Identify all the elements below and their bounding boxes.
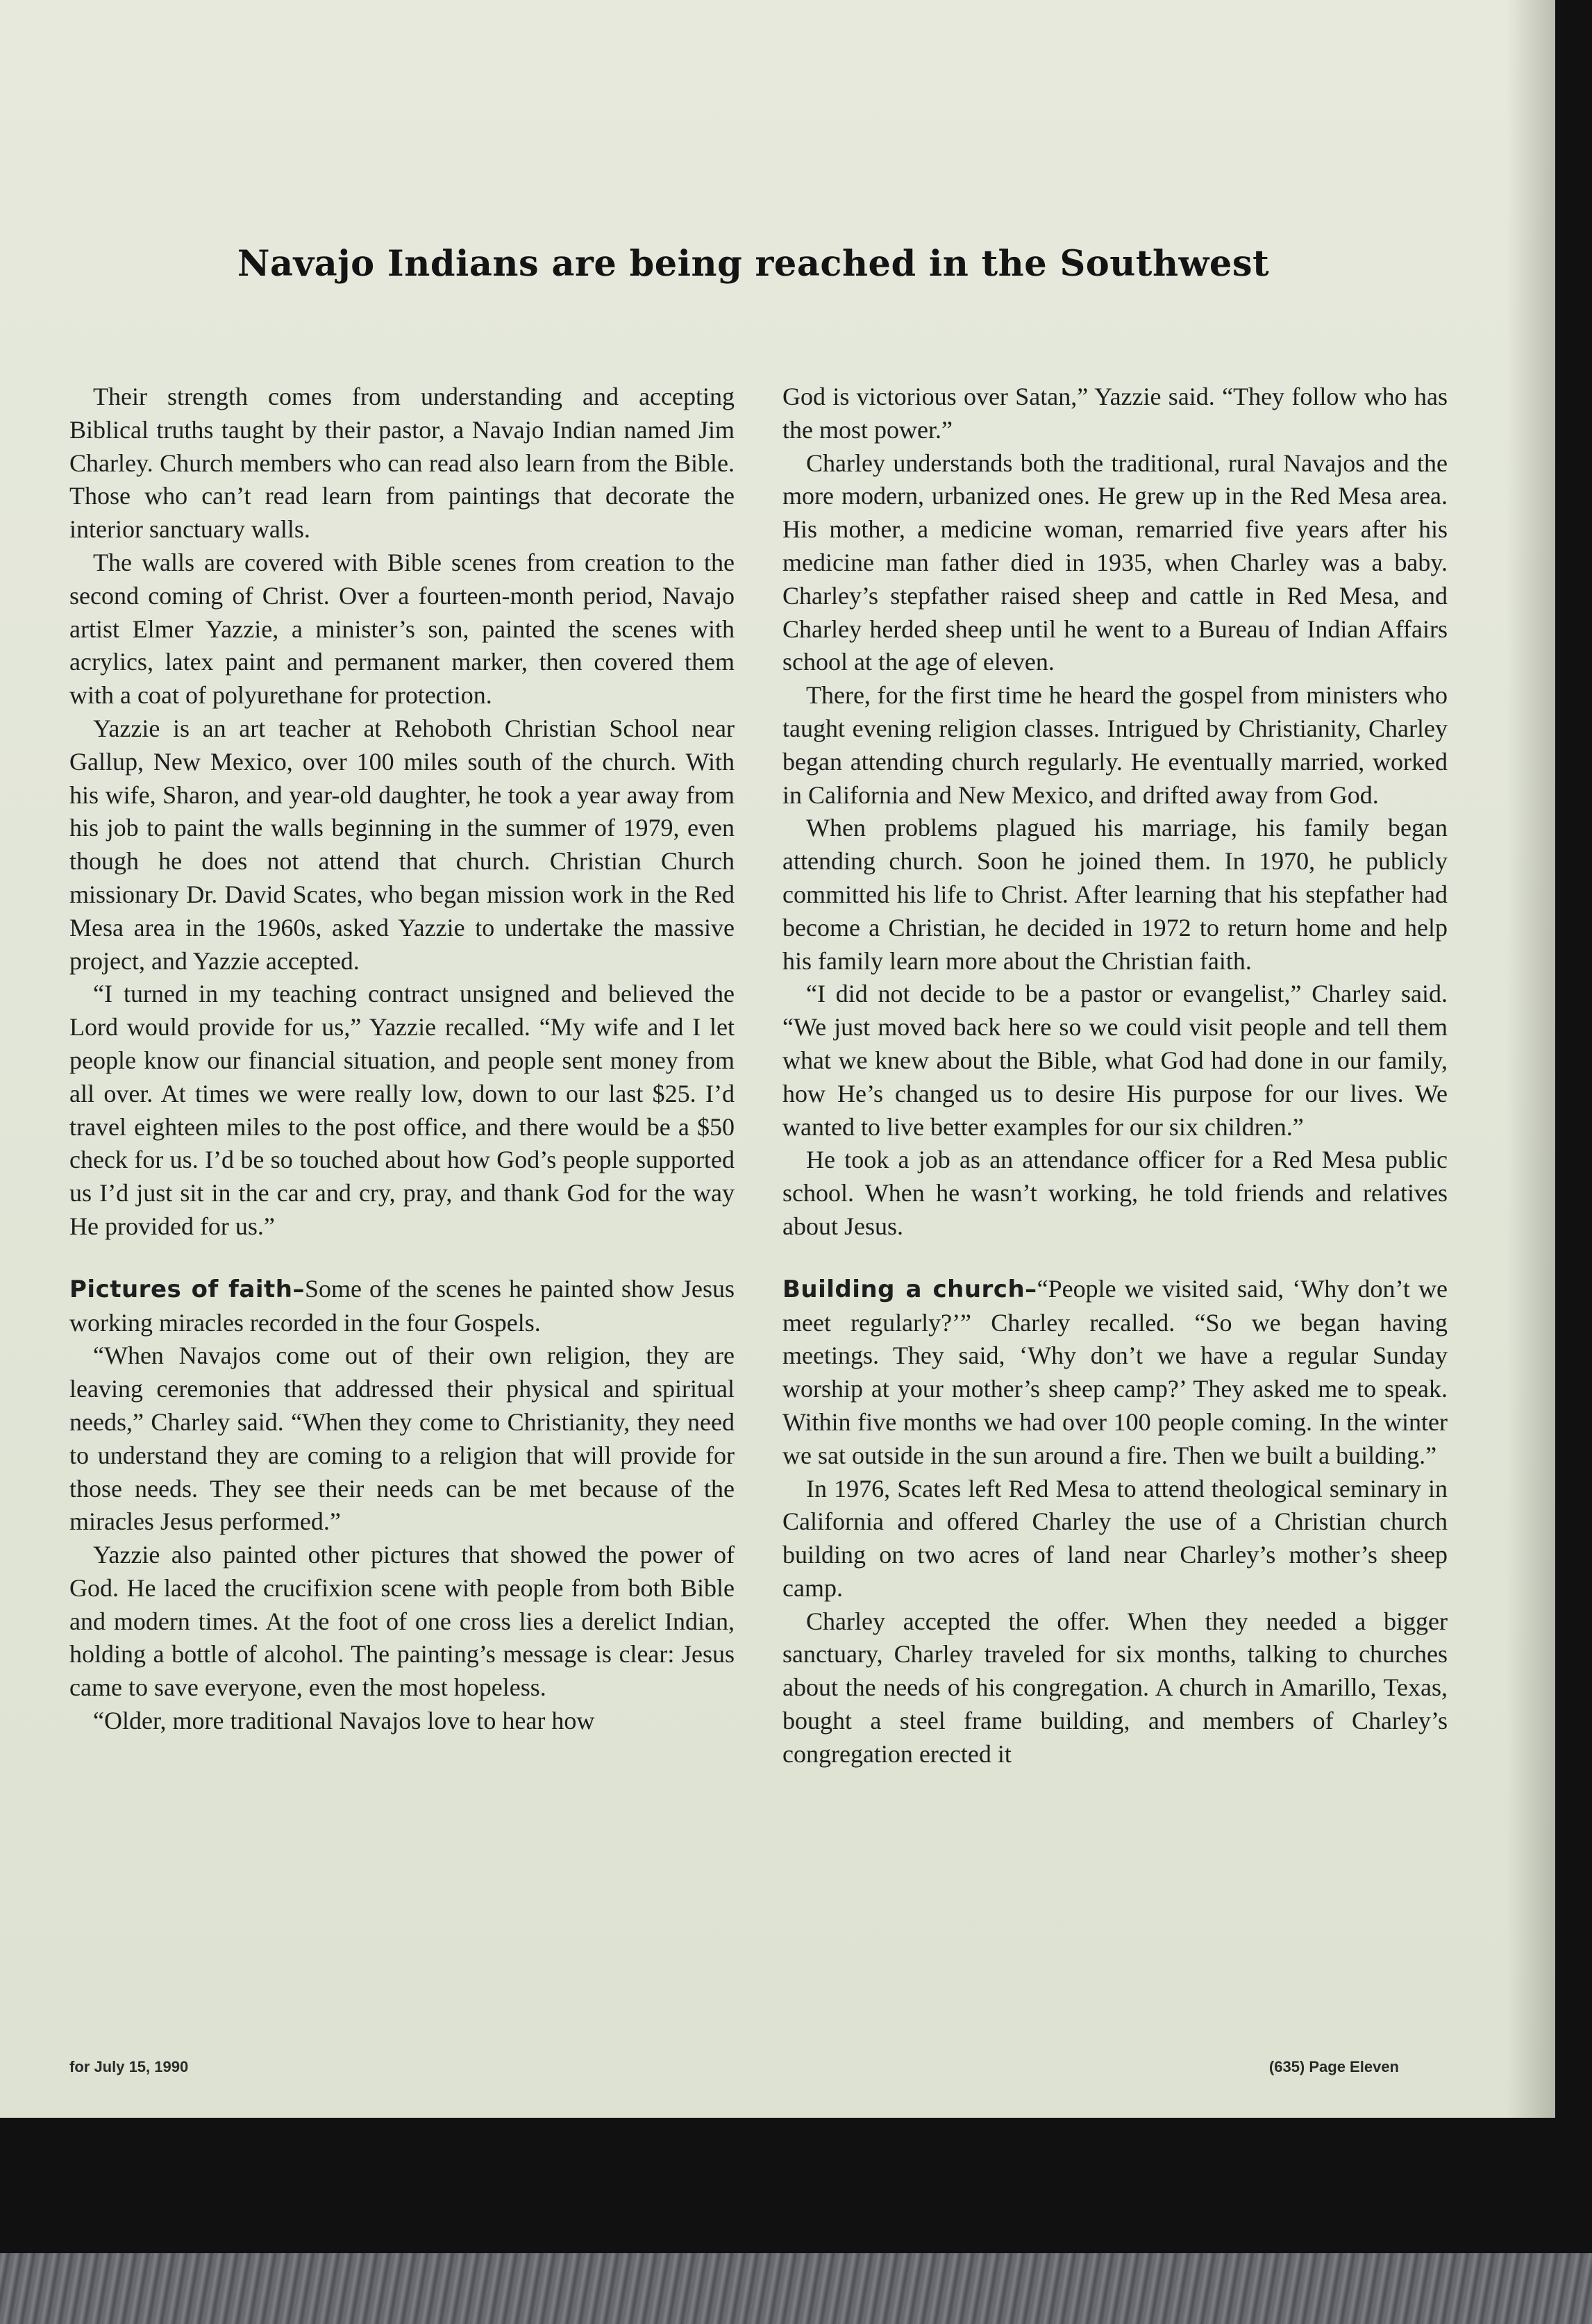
paragraph-text: Some of the scenes he painted show Jesus working miracles recorded in the four Gospels.: [69, 1274, 735, 1337]
background-fabric: [0, 2253, 1592, 2324]
subhead-pictures-of-faith: Pictures of faith–: [69, 1275, 305, 1303]
paragraph: Charley understands both the traditional, rural Navajos and the more modern, urbanized ones. He grew up in the Red Mesa area. His mother, a medicine woman, remarried five years after his medicine man father died in 1935, when Charley was a baby. Charley’s stepfather raised sheep and cattle in Red Mesa, and Charley herded sheep until he went to a Bureau of Indian Affairs school at the age of eleven.: [782, 449, 1448, 676]
paragraph: Yazzie is an art teacher at Rehoboth Christian School near Gallup, New Mexico, over 100 miles south of the church. With his wife, Sharon, and year-old daughter, he took a year away from his job to paint the walls beginning in the summer of 1979, even though he does not attend that church. Christian Church missionary Dr. David Scates, who began mission work in the Red Mesa area in the 1960s, asked Yazzie to undertake the massive project, and Yazzie accepted.: [69, 714, 735, 975]
paragraph: He took a job as an attendance officer for a Red Mesa public school. When he wasn’t working, he told friends and relatives about Jesus.: [782, 1146, 1448, 1240]
paragraph: “I did not decide to be a pastor or evangelist,” Charley said. “We just moved back here so we could visit people and tell them what we knew about the Bible, what God had done in our family, how He’s changed us to desire His purpose for our lives. We wanted to live better examples for our six children.”: [782, 980, 1448, 1141]
paragraph: Their strength comes from understanding and accepting Biblical truths taught by their pastor, a Navajo Indian named Jim Charley. Church members who can read also learn from the Bible. Those who can’t read learn from paintings that decorate the interior sanctuary walls.: [69, 383, 735, 544]
paragraph: When problems plagued his marriage, his family began attending church. Soon he joined them. In 1970, he publicly committed his life to Christ. After learning that his stepfather had become a Christian, he decided in 1972 to return home and help his family learn more about the Christian faith.: [782, 814, 1448, 975]
paragraph: The walls are covered with Bible scenes from creation to the second coming of Christ. Over a fourteen-month period, Navajo artist Elmer Yazzie, a minister’s son, painted the scenes with acrylics, latex paint and permanent marker, then covered them with a coat of polyurethane for protection.: [69, 548, 735, 710]
page-edge-shadow: [1507, 0, 1555, 2118]
paragraph-text: “People we visited said, ‘Why don’t we meet regularly?’” Charley recalled. “So we began having meetings. They said, ‘Why don’t we have a regular Sunday worship at your mother’s sheep camp?’ They asked me to speak. Within five months we had over 100 people coming. In the winter we sat outside in the sun around a fire. Then we built a building.”: [782, 1274, 1448, 1469]
paragraph: There, for the first time he heard the gospel from ministers who taught evening religion classes. Intrigued by Christianity, Charley began attending church regularly. He eventually married, worked in California and New Mexico, and drifted away from God.: [782, 681, 1448, 809]
section-paragraph: [782, 1273, 1448, 1473]
paragraph: “Older, more traditional Navajos love to hear how: [93, 1707, 595, 1735]
paragraph: God is victorious over Satan,” Yazzie said. “They follow who has the most power.”: [782, 383, 1448, 444]
paragraph: In 1976, Scates left Red Mesa to attend theological seminary in California and offered Charley the use of a Christian church building on two acres of land near Charley’s mother’s sheep camp.: [782, 1474, 1448, 1602]
paragraph: “When Navajos come out of their own religion, they are leaving ceremonies that addressed their physical and spiritual needs,” Charley said. “When they come to Christianity, they need to understand they are coming to a religion that will provide for those needs. They see their needs can be met because of the miracles Jesus performed.”: [69, 1341, 735, 1536]
paragraph: Yazzie also painted other pictures that showed the power of God. He laced the crucifixion scene with people from both Bible and modern times. At the foot of one cross lies a derelict Indian, holding a bottle of alcohol. The painting’s message is clear: Jesus came to save everyone, even the most hopeless.: [69, 1541, 735, 1702]
left-column: [69, 381, 735, 1738]
paragraph: “I turned in my teaching contract unsigned and believed the Lord would provide for us,” Yazzie recalled. “My wife and I let people know our financial situation, and people sent money from all over. At times we were really low, down to our last $25. I’d travel eighteen miles to the post office, and there would be a $50 check for us. I’d be so touched about how God’s people supported us I’d just sit in the car and cry, pray, and thank God for the way He provided for us.”: [69, 980, 735, 1240]
paragraph: Charley accepted the offer. When they needed a bigger sanctuary, Charley traveled for six months, talking to churches about the needs of his congregation. A church in Amarillo, Texas, bought a steel frame building, and members of Charley’s congregation erected it: [782, 1607, 1448, 1768]
right-column: [782, 381, 1448, 1771]
footer-date: for July 15, 1990: [69, 2058, 189, 2075]
section-paragraph: [69, 1273, 735, 1340]
footer-page-number: (635) Page Eleven: [1268, 2058, 1399, 2075]
subhead-building-a-church: Building a church–: [782, 1275, 1037, 1303]
article-title: Navajo Indians are being reached in the Southwest: [237, 243, 1270, 285]
